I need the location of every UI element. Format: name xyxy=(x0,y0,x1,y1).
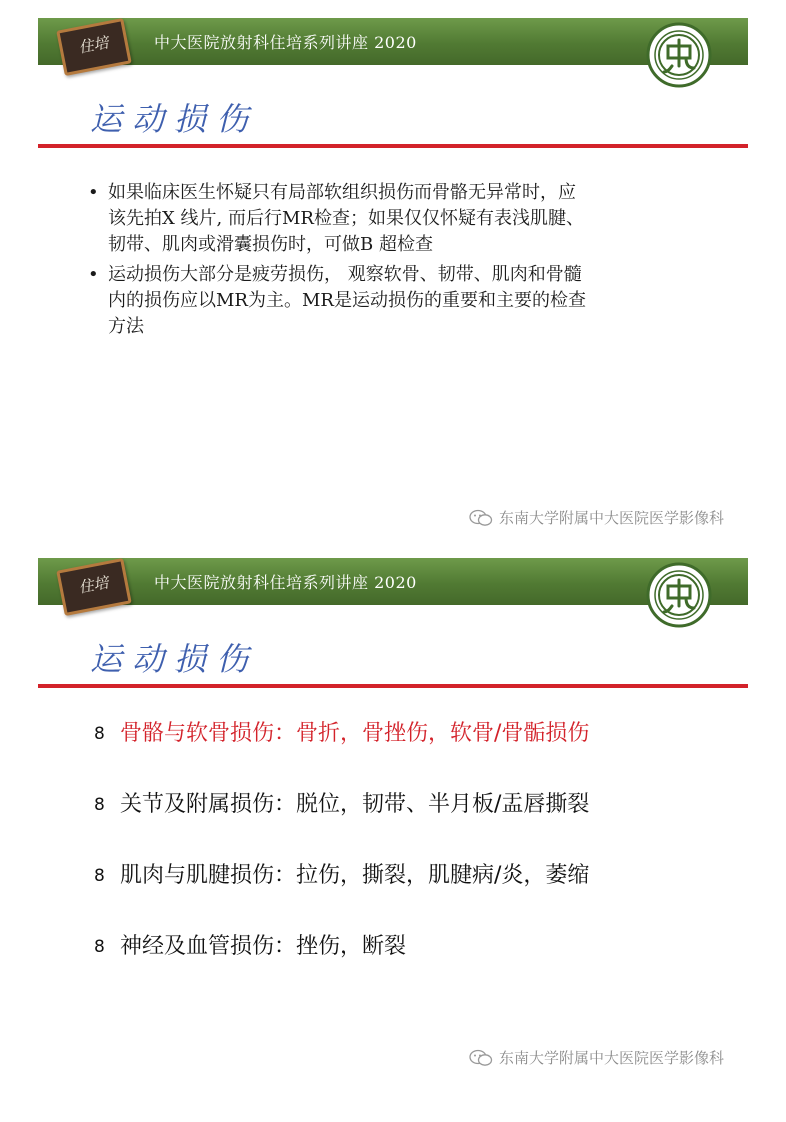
bullet-dot-icon: • xyxy=(88,182,99,203)
bullet-line: 运动损伤大部分是疲劳损伤， 观察软骨、韧带、肌肉和骨髓 xyxy=(108,264,582,285)
university-seal-icon xyxy=(646,562,712,628)
bullet-line: 韧带、肌肉或滑囊损伤时，可做B 超检查 xyxy=(108,234,433,255)
bullet-8-icon: 8 xyxy=(94,866,105,886)
slide-heading: 运动损伤 xyxy=(90,100,259,138)
bullet-line: 如果临床医生怀疑只有局部软组织损伤而骨骼无异常时，应 xyxy=(108,182,576,203)
bullet-dot-icon: • xyxy=(88,264,99,285)
slide-2 xyxy=(38,558,748,1078)
bullet-line: 内的损伤应以MR为主。MR是运动损伤的重要和主要的检查 xyxy=(108,290,586,311)
bullet-text: 神经及血管损伤：挫伤，断裂 xyxy=(120,934,407,959)
bullet-8-icon: 8 xyxy=(94,795,105,815)
university-seal-icon xyxy=(646,22,712,88)
banner-title: 中大医院放射科住培系列讲座 2020 xyxy=(154,33,417,52)
bullet-line: 该先拍X 线片, 而后行MR检查；如果仅仅怀疑有表浅肌腱、 xyxy=(108,208,584,229)
list-item xyxy=(94,720,714,748)
footer-text: 东南大学附属中大医院医学影像科 xyxy=(498,509,724,527)
bullet-list xyxy=(86,180,686,340)
slide-heading: 运动损伤 xyxy=(90,640,259,678)
divider xyxy=(38,684,748,688)
list-item xyxy=(86,180,686,258)
wechat-icon xyxy=(469,1049,493,1067)
watermark-footer xyxy=(469,507,724,528)
bullet-text: 肌肉与肌腱损伤：拉伤，撕裂，肌腱病/炎，萎缩 xyxy=(120,863,590,888)
footer-text: 东南大学附属中大医院医学影像科 xyxy=(498,1049,724,1067)
list-item xyxy=(94,933,714,961)
bullet-line: 方法 xyxy=(108,316,144,337)
wechat-icon xyxy=(469,509,493,527)
bullet-list xyxy=(94,720,714,1004)
badge-text: 住培 xyxy=(77,573,111,597)
bullet-8-icon: 8 xyxy=(94,937,105,957)
slide-banner xyxy=(38,18,748,65)
banner-title: 中大医院放射科住培系列讲座 2020 xyxy=(154,573,417,592)
slide-1 xyxy=(38,18,748,538)
bullet-text: 骨骼与软骨损伤：骨折，骨挫伤，软骨/骨骺损伤 xyxy=(120,721,590,746)
slide-banner xyxy=(38,558,748,605)
list-item xyxy=(86,262,686,340)
divider xyxy=(38,144,748,148)
watermark-footer xyxy=(469,1047,724,1068)
bullet-8-icon: 8 xyxy=(94,724,105,744)
list-item xyxy=(94,791,714,819)
badge-text: 住培 xyxy=(77,33,111,57)
list-item xyxy=(94,862,714,890)
bullet-text: 关节及附属损伤：脱位，韧带、半月板/盂唇撕裂 xyxy=(120,792,590,817)
